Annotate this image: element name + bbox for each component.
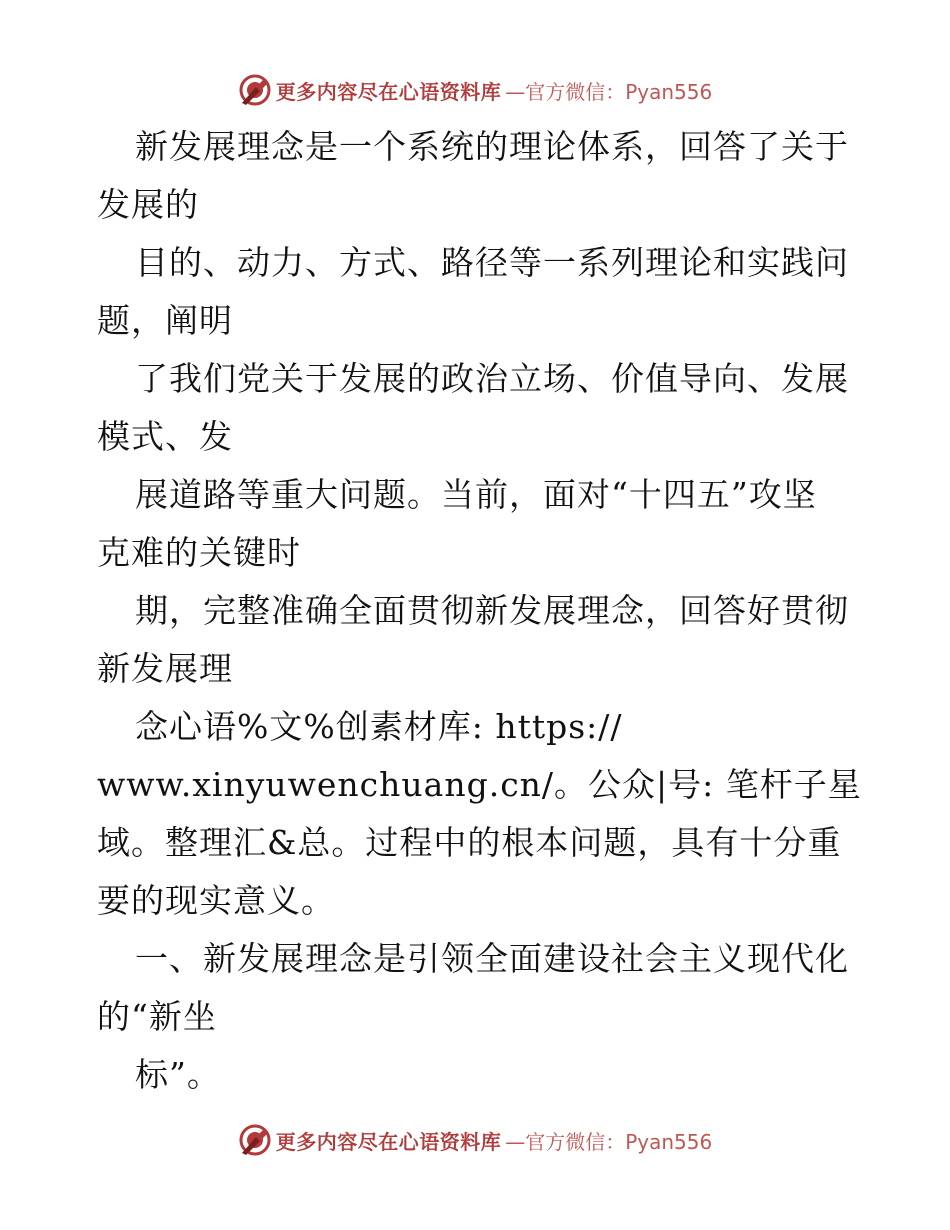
text-line: www.xinyuwenchuang.cn/。公众|号: 笔杆子星 xyxy=(97,765,862,804)
pen-logo-icon xyxy=(238,73,272,107)
text-line: 题，阐明 xyxy=(97,301,233,340)
text-line: 模式、发 xyxy=(97,417,233,456)
text-line: 域。整理汇&总。过程中的根本问题，具有十分重 xyxy=(97,823,842,862)
banner-inner xyxy=(238,1123,713,1157)
text-line: 标”。 xyxy=(135,1055,221,1094)
footer-banner xyxy=(0,1120,950,1160)
text-line: 的“新坐 xyxy=(97,997,217,1036)
banner-sub-text: —官方微信：Pyan556 xyxy=(505,79,713,104)
text-line: 念心语%文%创素材库: https:// xyxy=(135,707,623,746)
header-banner xyxy=(0,70,950,110)
text-line: 目的、动力、方式、路径等一系列理论和实践问 xyxy=(135,243,849,282)
banner-main-text: 更多内容尽在心语资料库 xyxy=(275,79,502,104)
text-line: 新发展理 xyxy=(97,649,233,688)
text-line: 发展的 xyxy=(97,185,199,224)
pen-logo-icon xyxy=(238,1123,272,1157)
text-line: 克难的关键时 xyxy=(97,533,301,572)
text-line: 期，完整准确全面贯彻新发展理念，回答好贯彻 xyxy=(135,591,849,630)
banner-sub-text: —官方微信：Pyan556 xyxy=(505,1129,713,1154)
document-body xyxy=(97,118,862,1104)
text-line: 展道路等重大问题。当前，面对“十四五”攻坚 xyxy=(135,475,817,514)
banner-main-text: 更多内容尽在心语资料库 xyxy=(275,1129,502,1154)
banner-inner xyxy=(238,73,713,107)
text-line: 要的现实意义。 xyxy=(97,881,335,920)
text-line: 一、新发展理念是引领全面建设社会主义现代化 xyxy=(135,939,849,978)
text-line: 了我们党关于发展的政治立场、价值导向、发展 xyxy=(135,359,849,398)
text-line: 新发展理念是一个系统的理论体系，回答了关于 xyxy=(135,127,849,166)
